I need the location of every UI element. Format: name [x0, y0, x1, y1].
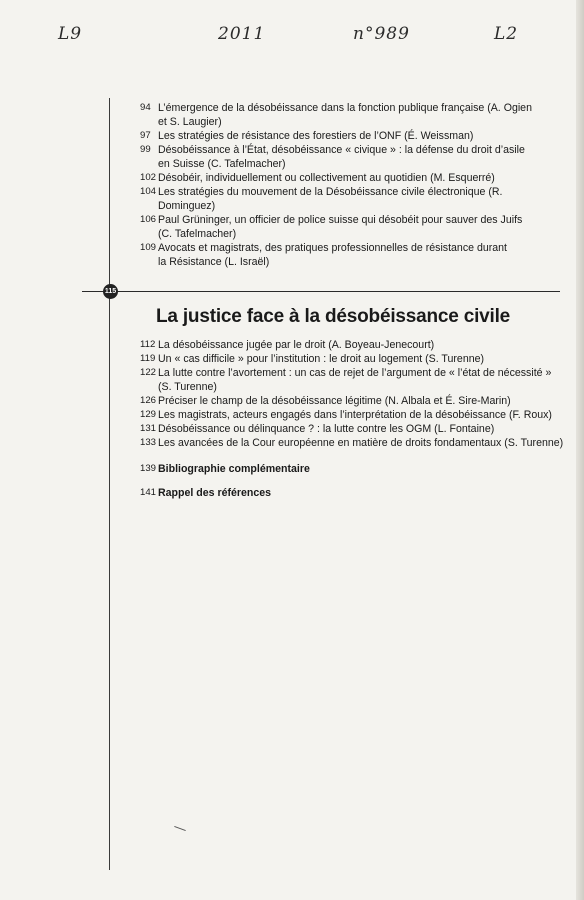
toc-section-1: [140, 101, 568, 269]
toc-entry: [140, 436, 568, 450]
handwritten-year: 2011: [218, 24, 266, 44]
toc-entry-text: Désobéir, individuellement ou collectivement au quotidien (M. Esquerré): [158, 172, 495, 184]
toc-entry: [140, 143, 568, 171]
toc-entry: [140, 241, 568, 269]
page-number-badge: 115: [103, 284, 118, 299]
toc-entry: [140, 366, 568, 394]
toc-entry-text: Préciser le champ de la désobéissance légitime (N. Albala et É. Sire-Marin): [158, 395, 511, 407]
toc-entry-text: Rappel des références: [158, 487, 272, 499]
toc-entry: [140, 408, 568, 422]
toc-entry: [140, 394, 568, 408]
toc-entry-text: Désobéissance ou délinquance ? : la lutte contre les OGM (L. Fontaine): [158, 423, 495, 435]
toc-entry-text: Avocats et magistrats, des pratiques professionnelles de résistance durant la Résistance (L. Israël): [158, 242, 507, 268]
toc-entry-text: Les stratégies de résistance des forestiers de l’ONF (É. Weissman): [158, 130, 474, 142]
toc-page-number: 129: [140, 409, 157, 420]
toc-page-number: 94: [140, 102, 151, 113]
toc-page-number: 112: [140, 339, 156, 350]
toc-entry: [140, 185, 568, 213]
toc-entry-text: Désobéissance à l’État, désobéissance « civique » : la défense du droit d’asile en Suisse (C. Tafelmacher): [158, 144, 525, 170]
handwritten-note-left: L9: [58, 24, 83, 44]
toc-entry-text: Les stratégies du mouvement de la Désobéissance civile électronique (R. Dominguez): [158, 186, 503, 212]
toc-page-number: 97: [140, 130, 151, 141]
handwritten-issue: n°989: [353, 24, 410, 44]
toc-page-number: 109: [140, 242, 157, 253]
toc-entry-text: Bibliographie complémentaire: [158, 463, 310, 475]
toc-page-number: 122: [140, 367, 157, 378]
toc-entry: [140, 352, 568, 366]
toc-entry-references: [140, 486, 568, 500]
toc-page-number: 139: [140, 463, 157, 474]
toc-entry-text: La désobéissance jugée par le droit (A. Boyeau-Jenecourt): [158, 339, 435, 351]
page-edge: [576, 0, 584, 900]
toc-page-number: 106: [140, 214, 157, 225]
toc-entry-text: Paul Grüninger, un officier de police suisse qui désobéit pour sauver des Juifs (C. Tafelmacher): [158, 214, 523, 240]
toc-entry: [140, 171, 568, 185]
toc-entry-text: L’émergence de la désobéissance dans la fonction publique française (A. Ogien et S. Laugier): [158, 102, 532, 128]
section-title: La justice face à la désobéissance civile: [156, 306, 511, 327]
toc-entry: [140, 129, 568, 143]
toc-page-number: 104: [140, 186, 157, 197]
toc-entry: [140, 101, 568, 129]
toc-entry: [140, 338, 568, 352]
margin-rule: [109, 98, 110, 870]
toc-entry-text: Un « cas difficile » pour l’institution : le droit au logement (S. Turenne): [158, 353, 485, 365]
stray-mark: [174, 826, 186, 831]
section-divider: [82, 291, 560, 292]
toc-section-2: [140, 338, 568, 500]
toc-entry-bibliography: [140, 462, 568, 476]
toc-page-number: 131: [140, 423, 157, 434]
toc-entry-text: Les magistrats, acteurs engagés dans l’interprétation de la désobéissance (F. Roux): [158, 409, 552, 421]
toc-page-number: 126: [140, 395, 157, 406]
toc-page-number: 99: [140, 144, 151, 155]
toc-entry-text: Les avancées de la Cour européenne en matière de droits fondamentaux (S. Turenne): [158, 437, 564, 449]
toc-page-number: 119: [140, 353, 156, 364]
handwritten-note-right: L2: [494, 24, 519, 44]
toc-entry: [140, 422, 568, 436]
toc-page-number: 141: [140, 487, 157, 498]
toc-entry: [140, 213, 568, 241]
toc-entry-text: La lutte contre l’avortement : un cas de rejet de l’argument de « l’état de nécessité » (S. Turenne): [158, 367, 552, 393]
toc-page-number: 133: [140, 437, 157, 448]
toc-page-number: 102: [140, 172, 157, 183]
